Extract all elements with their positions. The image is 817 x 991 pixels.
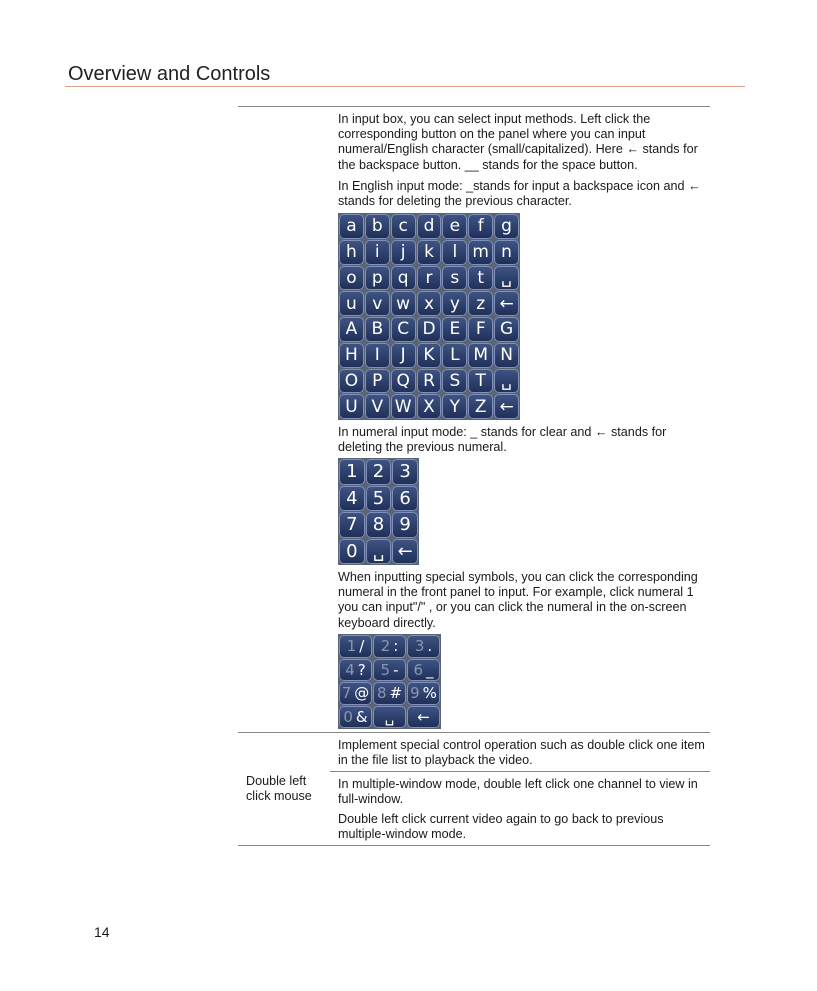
numeral-mode-description: In numeral input mode: _ stands for clear and ← stands for deleting the previous numeral. xyxy=(338,425,667,455)
key-Y: Y xyxy=(442,394,467,419)
key-P: P xyxy=(365,369,390,394)
symbol-key xyxy=(339,635,372,658)
key-3: 3 xyxy=(392,459,418,485)
key-D: D xyxy=(417,317,442,342)
key-c: c xyxy=(391,214,416,239)
key-p: p xyxy=(365,266,390,291)
symbol-key xyxy=(373,659,406,682)
symbol-keyboard xyxy=(338,634,441,729)
symbol-key xyxy=(339,682,372,705)
key-a: a xyxy=(339,214,364,239)
symbol-key-char: # xyxy=(389,684,403,703)
key-Q: Q xyxy=(391,369,416,394)
english-keyboard xyxy=(338,213,520,420)
symbol-key-digit: 0 xyxy=(343,707,353,726)
symbol-key-digit: 2 xyxy=(380,637,391,656)
symbol-key-char: & xyxy=(355,707,368,726)
key-9: 9 xyxy=(392,512,418,538)
key-F: F xyxy=(468,317,493,342)
symbol-key xyxy=(339,706,372,729)
symbol-key-char: / xyxy=(359,637,365,656)
key-r: r xyxy=(417,266,442,291)
key-f: f xyxy=(468,214,493,239)
key-B: B xyxy=(365,317,390,342)
key-u: u xyxy=(339,291,364,316)
key-V: V xyxy=(365,394,390,419)
key-j: j xyxy=(391,240,416,265)
symbol-key xyxy=(339,659,372,682)
symbol-key-char: ? xyxy=(357,660,366,679)
symbol-key xyxy=(407,706,440,729)
key-g: g xyxy=(494,214,519,239)
key-L: L xyxy=(442,343,467,368)
symbol-key-char: - xyxy=(393,660,399,679)
key-d: d xyxy=(417,214,442,239)
symbol-key xyxy=(407,659,440,682)
key-i: i xyxy=(365,240,390,265)
key-X: X xyxy=(417,394,442,419)
key-w: w xyxy=(391,291,416,316)
symbol-key-char: @ xyxy=(354,684,370,703)
key-I: I xyxy=(365,343,390,368)
key-J: J xyxy=(391,343,416,368)
key-S: S xyxy=(442,369,467,394)
symbol-key-digit: 3 xyxy=(414,637,425,656)
key-R: R xyxy=(417,369,442,394)
symbol-key-char: : xyxy=(393,637,399,656)
symbol-key xyxy=(407,635,440,658)
key-T: T xyxy=(468,369,493,394)
key-l: l xyxy=(442,240,467,265)
key-O: O xyxy=(339,369,364,394)
backspace-key: ← xyxy=(494,394,519,419)
symbol-key-char: _ xyxy=(426,660,434,679)
key-b: b xyxy=(365,214,390,239)
key-K: K xyxy=(417,343,442,368)
key-t: t xyxy=(468,266,493,291)
key-z: z xyxy=(468,291,493,316)
row-label-double-left-click: Double left click mouse xyxy=(246,774,312,804)
section-title: Overview and Controls xyxy=(68,63,271,85)
symbol-key-char: . xyxy=(427,637,433,656)
key-N: N xyxy=(494,343,519,368)
key-y: y xyxy=(442,291,467,316)
symbol-key xyxy=(373,635,406,658)
key-8: 8 xyxy=(366,512,392,538)
key-7: 7 xyxy=(339,512,365,538)
key-Z: Z xyxy=(468,394,493,419)
return-description: Double left click current video again to go back to previous multiple-window mode. xyxy=(338,812,664,842)
table-top-rule xyxy=(238,106,710,107)
key-e: e xyxy=(442,214,467,239)
page-number: 14 xyxy=(94,924,110,940)
symbol-key-digit: 4 xyxy=(345,660,355,679)
title-divider xyxy=(65,86,745,87)
symbol-key xyxy=(373,682,406,705)
key-v: v xyxy=(365,291,390,316)
multiwindow-description: In multiple-window mode, double left click one channel to view in full-window. xyxy=(338,777,698,807)
space-key: ␣ xyxy=(366,539,392,565)
key-H: H xyxy=(339,343,364,368)
key-m: m xyxy=(468,240,493,265)
key-E: E xyxy=(442,317,467,342)
symbol-key-digit: 9 xyxy=(410,684,420,703)
key-q: q xyxy=(391,266,416,291)
space-key: ␣ xyxy=(494,266,519,291)
table-bottom-rule xyxy=(238,845,710,846)
key-0: 0 xyxy=(339,539,365,565)
key-W: W xyxy=(391,394,416,419)
key-s: s xyxy=(442,266,467,291)
symbol-key-digit: 5 xyxy=(380,660,391,679)
key-h: h xyxy=(339,240,364,265)
key-n: n xyxy=(494,240,519,265)
backspace-key: ← xyxy=(494,291,519,316)
input-box-description: In input box, you can select input methods. Left click the corresponding button on the panel where you can input numeral/English character (small/capitalized). Here ← stands for the backspace button. __ stands for the space button. xyxy=(338,112,698,172)
symbol-key-char: ␣ xyxy=(384,707,395,726)
numeral-keyboard xyxy=(338,458,419,565)
key-x: x xyxy=(417,291,442,316)
key-M: M xyxy=(468,343,493,368)
symbol-key-digit: 7 xyxy=(341,684,352,703)
key-2: 2 xyxy=(366,459,392,485)
key-C: C xyxy=(391,317,416,342)
symbol-key xyxy=(407,682,440,705)
symbol-key-digit: 1 xyxy=(346,637,357,656)
symbol-key-char: ← xyxy=(417,707,430,726)
backspace-key: ← xyxy=(392,539,418,565)
row-divider xyxy=(238,732,710,733)
symbol-key-char: % xyxy=(422,684,437,703)
key-U: U xyxy=(339,394,364,419)
space-key: ␣ xyxy=(494,369,519,394)
english-mode-description: In English input mode: _stands for input a backspace icon and ← stands for deleting the previous character. xyxy=(338,179,701,209)
special-control-description: Implement special control operation such as double click one item in the file list to playback the video. xyxy=(338,738,705,768)
cell-divider xyxy=(330,771,710,772)
key-1: 1 xyxy=(339,459,365,485)
symbol-key-digit: 8 xyxy=(376,684,387,703)
key-k: k xyxy=(417,240,442,265)
special-symbols-description: When inputting special symbols, you can click the corresponding numeral in the front panel to input. For example, click numeral 1 you can input"/" , or you can click the numeral in the on-screen keyboard directly. xyxy=(338,570,698,630)
key-6: 6 xyxy=(392,486,418,512)
key-4: 4 xyxy=(339,486,365,512)
symbol-key xyxy=(373,706,406,729)
key-o: o xyxy=(339,266,364,291)
key-5: 5 xyxy=(366,486,392,512)
symbol-key-digit: 6 xyxy=(413,660,424,679)
key-G: G xyxy=(494,317,519,342)
key-A: A xyxy=(339,317,364,342)
